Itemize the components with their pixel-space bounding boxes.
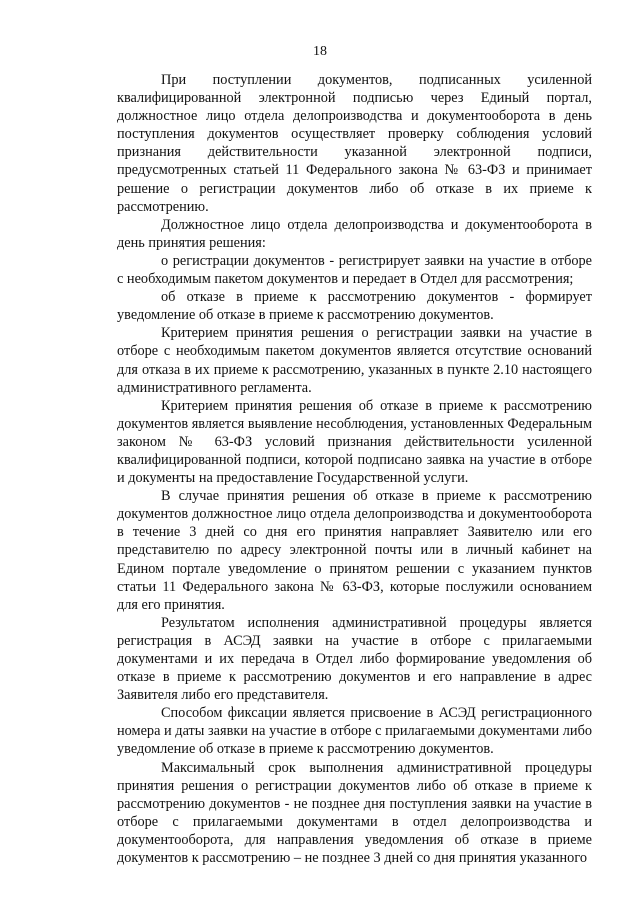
body-text bbox=[117, 71, 592, 867]
paragraph-3: о регистрации документов - регистрирует заявки на участие в отборе с необходимым пакетом документов и передает в Отдел для рассмотрения; bbox=[117, 252, 592, 288]
paragraph-7: В случае принятия решения об отказе в приеме к рассмотрению документов должностное лицо отдела делопроизводства и документооборота в течение 3 дней со дня его принятия направляет Заявителю или его представителю по адресу электронной почты или в личный кабинет на Едином портале уведомление о принятом решении с указанием пунктов статьи 11 Федерального закона № 63-ФЗ, которые послужили основанием для его принятия. bbox=[117, 488, 592, 613]
paragraph-4: об отказе в приеме к рассмотрению документов - формирует уведомление об отказе в приеме к рассмотрению документов. bbox=[117, 289, 592, 324]
paragraph-6: Критерием принятия решения об отказе в приеме к рассмотрению документов является выявление несоблюдения, установленных Федеральным законом № 63-ФЗ условий признания действительности усиленной квалифицированной подписи, которой подписано заявка на участие в отборе и документы на предоставление Государственной услуги. bbox=[117, 397, 592, 487]
paragraph-9: Способом фиксации является присвоение в АСЭД регистрационного номера и даты заявки на участие в отборе с прилагаемыми документами либо уведомление об отказе в приеме к рассмотрению документов. bbox=[117, 705, 592, 758]
page-number: 18 bbox=[313, 44, 327, 59]
paragraph-5: Критерием принятия решения о регистрации заявки на участие в отборе с необходимым пакетом документов является отсутствие оснований для отказа в их приеме к рассмотрению, указанных в пункте 2.10 настоящего административного регламента. bbox=[117, 325, 592, 396]
paragraph-10: Максимальный срок выполнения административной процедуры принятия решения о регистрации документов либо об отказе в приеме к рассмотрению документов - не позднее дня поступления заявки на участие в отборе с прилагаемыми документами в отдел делопроизводства и документооборота, для направления уведомления об отказе в приеме документов к рассмотрению – не позднее 3 дней со дня принятия указанного bbox=[117, 759, 592, 867]
paragraph-2: Должностное лицо отдела делопроизводства и документооборота в день принятия решения: bbox=[117, 216, 592, 251]
paragraph-1: При поступлении документов, подписанных усиленной квалифицированной электронной подписью через Единый портал, должностное лицо отдела делопроизводства и документооборота в день поступления документов осуществляет проверку соблюдения условий признания действительности указанной электронной подписи, предусмотренных статьей 11 Федерального закона № 63-ФЗ и принимает решение о регистрации документов либо об отказе в их приеме к рассмотрению. bbox=[117, 72, 592, 215]
paragraph-8: Результатом исполнения административной процедуры является регистрация в АСЭД заявки на участие в отборе с прилагаемыми документами и их передача в Отдел либо формирование уведомления об отказе в приеме к рассмотрению документов и его направление в адрес Заявителя либо его представителя. bbox=[117, 614, 592, 704]
